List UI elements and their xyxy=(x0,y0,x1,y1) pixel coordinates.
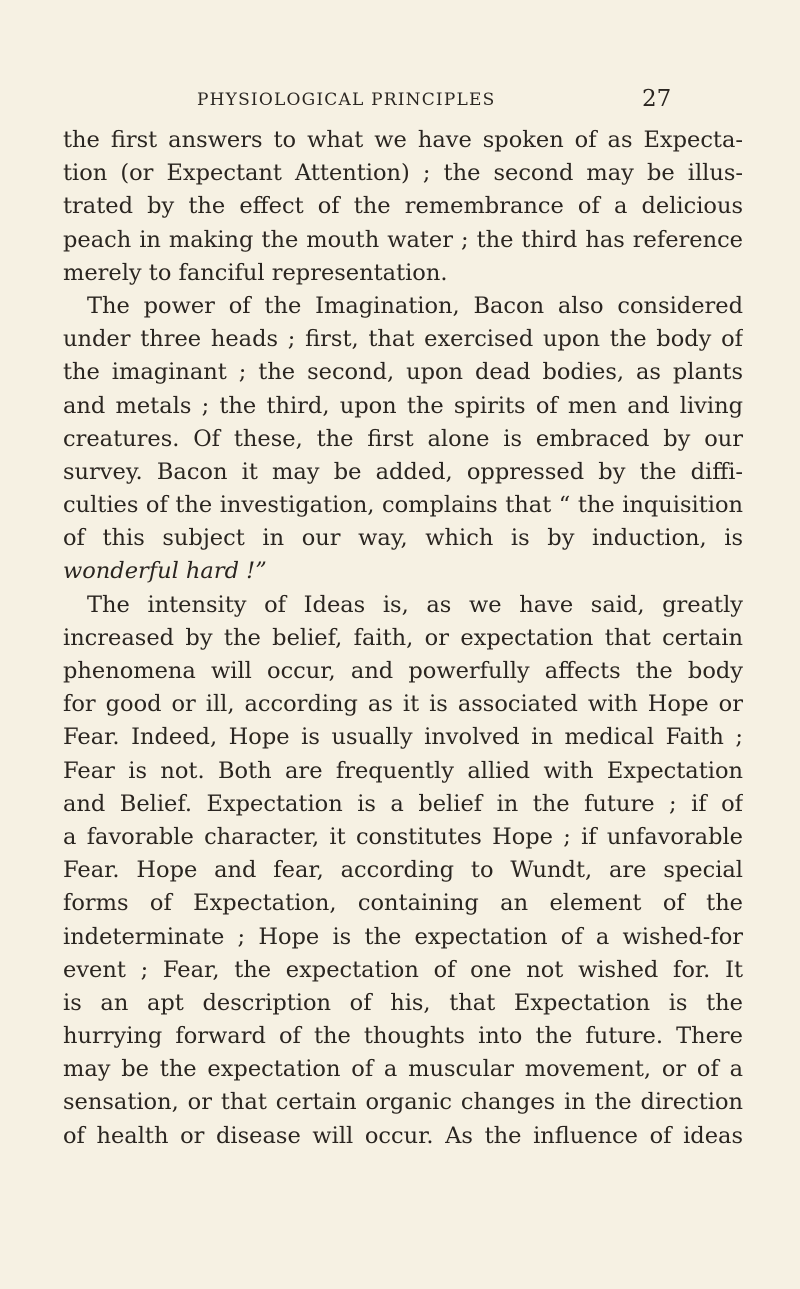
text-line: increased by the belief, faith, or expectation that certain xyxy=(63,624,743,651)
text-line: survey. Bacon it may be added, oppressed by the diffi- xyxy=(63,458,743,485)
text-line: and Belief. Expectation is a belief in the future ; if of xyxy=(63,790,743,817)
text-line: under three heads ; first, that exercised upon the body of xyxy=(63,326,743,353)
text-line: and metals ; the third, upon the spirits of men and living xyxy=(63,392,743,419)
text-line: trated by the effect of the remembrance of a delicious xyxy=(63,193,743,220)
text-line: Fear is not. Both are frequently allied with Expectation xyxy=(63,757,743,784)
text-line: phenomena will occur, and powerfully affects the body xyxy=(63,658,743,684)
text-line: The power of the Imagination, Bacon also considered xyxy=(87,292,743,319)
text-line: Fear. Hope and fear, according to Wundt, are special xyxy=(63,857,743,884)
text-line: hurrying forward of the thoughts into the future. There xyxy=(63,1023,743,1050)
text-line: for good or ill, according as it is associated with Hope or xyxy=(63,691,743,718)
text-line: may be the expectation of a muscular movement, or of a xyxy=(63,1056,743,1083)
page-number: 27 xyxy=(642,86,672,112)
text-line: forms of Expectation, containing an element of the xyxy=(63,890,743,917)
text-line: a favorable character, it constitutes Hope ; if unfavorable xyxy=(63,823,743,850)
text-line: Fear. Indeed, Hope is usually involved in medical Faith ; xyxy=(63,724,743,751)
text-line: tion (or Expectant Attention) ; the second may be illus- xyxy=(63,160,743,187)
text-line: event ; Fear, the expectation of one not wished for. It xyxy=(63,956,743,983)
text-line xyxy=(63,555,743,588)
running-head xyxy=(0,84,800,118)
text-line: peach in making the mouth water ; the third has reference xyxy=(63,226,743,253)
text-line: indeterminate ; Hope is the expectation of a wished-for xyxy=(63,923,743,950)
text-line: The intensity of Ideas is, as we have said, greatly xyxy=(87,591,743,618)
text-line: creatures. Of these, the first alone is embraced by our xyxy=(63,425,743,452)
running-title: PHYSIOLOGICAL PRINCIPLES xyxy=(197,90,496,110)
text-line: of this subject in our way, which is by induction, is xyxy=(63,525,743,552)
text-line: culties of the investigation, complains that “ the inquisition xyxy=(63,492,743,519)
body-text xyxy=(63,124,743,1153)
text-line: the imaginant ; the second, upon dead bodies, as plants xyxy=(63,359,743,386)
text-line: the first answers to what we have spoken of as Expecta- xyxy=(63,127,743,153)
text-line: sensation, or that certain organic changes in the direction xyxy=(63,1089,743,1116)
italic-quote: wonderful hard !” xyxy=(63,558,267,585)
text-line: of health or disease will occur. As the influence of ideas xyxy=(63,1122,743,1149)
text-line: is an apt description of his, that Expectation is the xyxy=(63,989,743,1016)
text-line: merely to fanciful representation. xyxy=(63,259,448,286)
